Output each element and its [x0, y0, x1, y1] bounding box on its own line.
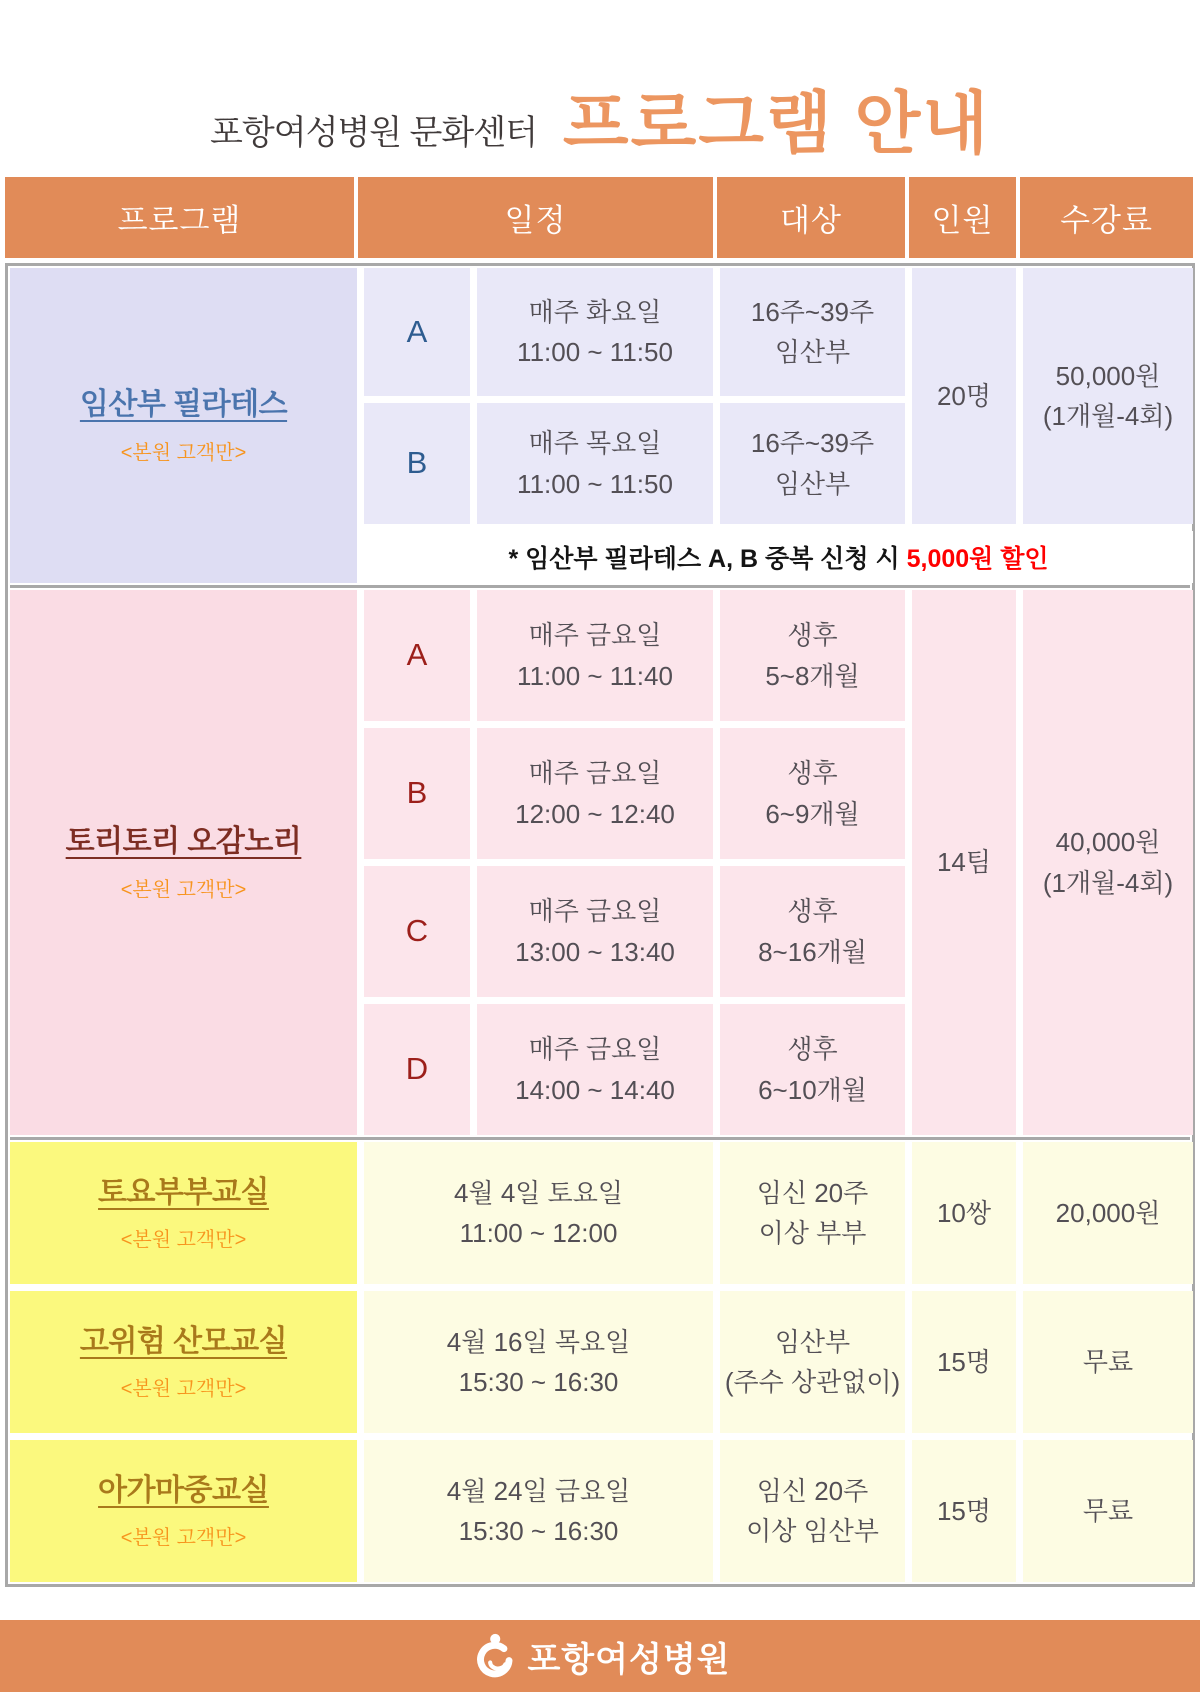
- schedule-cell: [364, 1142, 713, 1284]
- target-cell: [720, 590, 905, 721]
- class-label-c: C: [364, 866, 470, 997]
- schedule-cell: [364, 1440, 713, 1582]
- fee-cell: [1023, 590, 1193, 1135]
- header-cell-fee: 수강료: [1020, 177, 1193, 258]
- target-cell: [720, 1004, 905, 1135]
- target-cell: [720, 1440, 905, 1582]
- target-cell: [720, 268, 905, 396]
- table-body: [5, 263, 1195, 1587]
- target-line: 이상 부부: [758, 1218, 867, 1248]
- program-title: 아가마중교실: [98, 1473, 269, 1507]
- fee-line: (1개월-4회): [1042, 401, 1174, 431]
- program-tag: <본원 고객만>: [120, 878, 247, 901]
- fee-line: 40,000원: [1055, 827, 1161, 858]
- target-cell: [720, 728, 905, 859]
- program-cell: [10, 1291, 357, 1433]
- target-line: 생후: [787, 1034, 838, 1065]
- schedule-line: 11:00 ~ 11:50: [517, 468, 673, 499]
- target-cell: [720, 866, 905, 997]
- target-cell: [720, 403, 905, 524]
- section-pilates: [10, 268, 1190, 583]
- header-cell-program: 프로그램: [5, 177, 354, 258]
- class-label-d: D: [364, 1004, 470, 1135]
- target-line: 16주~39주: [750, 296, 875, 327]
- fee-cell: 20,000원: [1023, 1142, 1193, 1284]
- target-line: 임산부: [774, 1326, 851, 1357]
- header-cell-schedule: 일정: [358, 177, 713, 258]
- schedule-line: 매주 금요일: [528, 896, 662, 927]
- schedule-line: 매주 목요일: [528, 428, 662, 459]
- target-line: 임산부: [774, 337, 851, 367]
- schedule-line: 11:00 ~ 11:40: [517, 660, 673, 691]
- schedule-cell: [477, 866, 713, 997]
- capacity-cell: 20명: [912, 268, 1016, 524]
- program-tag: <본원 고객만>: [120, 441, 247, 464]
- note-text: * 임산부 필라테스 A, B 중복 신청 시: [508, 545, 907, 573]
- capacity-cell: 14팀: [912, 590, 1016, 1135]
- schedule-line: 15:30 ~ 16:30: [458, 1516, 619, 1546]
- program-tag: <본원 고객만>: [120, 1378, 247, 1401]
- target-cell: [720, 1291, 905, 1433]
- target-line: 5~8개월: [765, 660, 860, 691]
- fee-cell: [1023, 268, 1193, 524]
- hospital-name: 포항여성병원: [527, 1640, 731, 1679]
- title-block: [0, 0, 1200, 162]
- header-cell-target: 대상: [717, 177, 905, 258]
- section-divider: [10, 585, 1190, 588]
- capacity-cell: 15명: [912, 1291, 1016, 1433]
- schedule-cell: [364, 1291, 713, 1433]
- fee-cell: 무료: [1023, 1291, 1193, 1433]
- note-highlight: 5,000원 할인: [906, 545, 1049, 573]
- schedule-line: 4월 16일 목요일: [446, 1326, 631, 1357]
- fee-cell: 무료: [1023, 1440, 1193, 1582]
- program-table: [5, 177, 1195, 1587]
- target-line: 이상 임산부: [746, 1516, 879, 1546]
- target-line: 생후: [787, 758, 838, 789]
- target-line: 임산부: [774, 468, 851, 499]
- target-line: 생후: [787, 896, 838, 927]
- schedule-line: 13:00 ~ 13:40: [515, 936, 675, 967]
- hospital-logo-icon: [469, 1633, 515, 1679]
- target-line: 6~10개월: [758, 1074, 867, 1105]
- target-line: 생후: [787, 620, 838, 651]
- program-title: 임산부 필라테스: [79, 388, 288, 422]
- header-cell-capacity: 인원: [909, 177, 1016, 258]
- fee-line: (1개월-4회): [1042, 867, 1174, 898]
- fee-line: 50,000원: [1055, 360, 1161, 391]
- program-cell: [10, 1440, 357, 1582]
- discount-note: [364, 531, 1193, 583]
- target-line: 16주~39주: [750, 428, 875, 459]
- schedule-line: 11:00 ~ 11:50: [517, 337, 673, 367]
- program-tag: <본원 고객만>: [120, 1229, 247, 1252]
- program-title: 고위험 산모교실: [79, 1324, 288, 1358]
- capacity-cell: 10쌍: [912, 1142, 1016, 1284]
- class-label-a: A: [364, 268, 470, 396]
- target-line: 임신 20주: [756, 1475, 869, 1506]
- schedule-cell: [477, 268, 713, 396]
- program-title: 토리토리 오감노리: [65, 825, 302, 859]
- program-title: 토요부부교실: [98, 1175, 269, 1209]
- schedule-line: 14:00 ~ 14:40: [515, 1074, 675, 1105]
- capacity-cell: 15명: [912, 1440, 1016, 1582]
- program-cell: [10, 1142, 357, 1284]
- program-tag: <본원 고객만>: [120, 1527, 247, 1550]
- table-header-row: [5, 177, 1195, 258]
- footer-bar: [0, 1620, 1200, 1692]
- schedule-cell: [477, 403, 713, 524]
- schedule-cell: [477, 590, 713, 721]
- schedule-line: 매주 금요일: [528, 758, 662, 789]
- section-classes: [10, 1142, 1190, 1582]
- class-label-b: B: [364, 728, 470, 859]
- program-cell: [10, 268, 357, 583]
- center-subtitle: 포항여성병원 문화센터: [210, 114, 537, 152]
- target-line: 임신 20주: [756, 1177, 869, 1208]
- schedule-line: 11:00 ~ 12:00: [459, 1218, 618, 1248]
- target-line: 8~16개월: [758, 936, 867, 967]
- section-toritori: [10, 590, 1190, 1135]
- schedule-line: 매주 금요일: [528, 1034, 662, 1065]
- schedule-line: 15:30 ~ 16:30: [458, 1367, 619, 1397]
- program-cell: [10, 590, 357, 1135]
- class-label-a: A: [364, 590, 470, 721]
- schedule-line: 매주 금요일: [528, 620, 662, 651]
- schedule-line: 12:00 ~ 12:40: [515, 798, 675, 829]
- section-divider: [10, 1137, 1190, 1140]
- page-title: 프로그램 안내: [562, 86, 990, 162]
- schedule-line: 4월 4일 토요일: [454, 1177, 623, 1208]
- target-line: (주수 상관없이): [724, 1367, 901, 1397]
- schedule-line: 4월 24일 금요일: [446, 1475, 631, 1506]
- class-label-b: B: [364, 403, 470, 524]
- schedule-line: 매주 화요일: [528, 296, 662, 327]
- target-cell: [720, 1142, 905, 1284]
- schedule-cell: [477, 728, 713, 859]
- target-line: 6~9개월: [765, 798, 860, 829]
- schedule-cell: [477, 1004, 713, 1135]
